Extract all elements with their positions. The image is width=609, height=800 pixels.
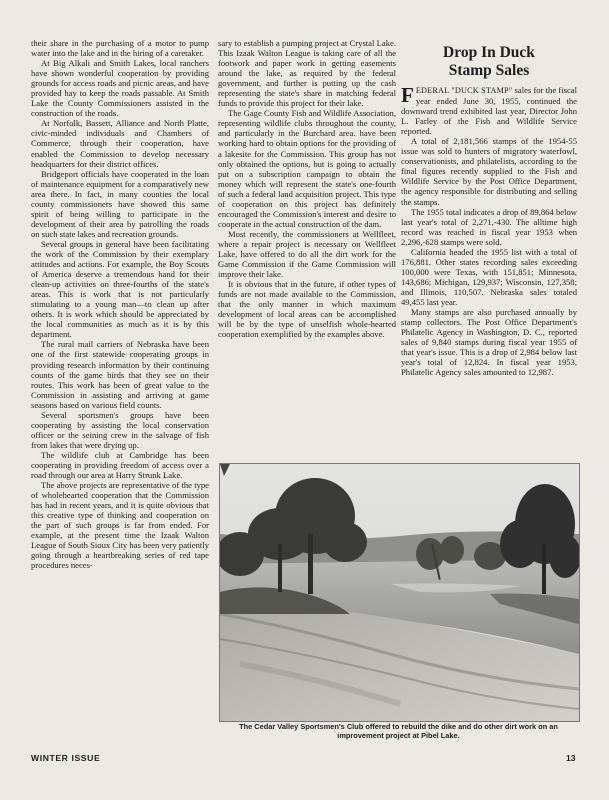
paragraph: The 1955 total indicates a drop of 89,864 below last year's total of 2,271,-430. The alltime high record was reached in fiscal year 1953 when 2,296,-628 stamps were sold. — [401, 206, 577, 247]
drop-cap: F — [401, 83, 414, 107]
paragraph: Several groups in general have been facilitating the work of the Commission by their exemplary attitudes and actions. For example, the Boy Scouts of America deserve a tremendous hand for their clean-up activities on three-fourths of the state's areas. This is work that is not particularly stimulating to a young man—to clean up after others. It is work which should be appreciated by the local communities as much as it is by this department. — [31, 238, 209, 340]
paragraph: The Gage County Fish and Wildlife Association, representing wildlife clubs throughout the county, and particularly in the Burchard area. have been working hard to obtain options for the providing of a lakesite for the Commission. This group has not only obtained the options, but is going to actually put on a subscription campaign to obtain the money which will represent the state's one-fourth of such a federal land acquisition project. This type of cooperation on this project has definitely encouraged the Commission's interest and desire to cooperate in the actual construction of the dam. — [218, 108, 396, 229]
paragraph: Many stamps are also purchased annually by stamp collectors. The Post Office Department's Philatelic Agency in Washington, D. C., reported sales of 9,840 stamps during fiscal year 1955 of that year's issue. This is a drop of 2,984 below last year's total of 12,824. In fiscal year 1953, Philatelic Agency sales amounted to 12,987. — [401, 307, 577, 378]
article-title-line: Stamp Sales — [448, 62, 530, 79]
lake-scene-image — [220, 464, 579, 721]
paragraph: California headed the 1955 list with a total of 176,881. Other states recording sales exceeding 100,000 were Texas, with 151,851; Minnesota, 143,686; Michigan, 129,937; Wisconsin, 127,358; and Illinois, 110,507. Nebraska sales totaled 49,455 last year. — [401, 246, 577, 307]
lead-text: sales for the fiscal year ended June 30, 1955, continued the downward trend exhibited last year, Director John L. Farley of the Fish and Wildlife Service reported. — [401, 85, 577, 137]
paragraph: The rural mail carriers of Nebraska have been one of the first statewide cooperating groups in providing research information by their continuing counts of the game birds that they see on their routes. This work has been of great value to the Commission in assisting and arriving at game seasons based on various field counts. — [31, 339, 209, 410]
lead-caps: EDERAL "DUCK STAMP" — [415, 86, 513, 95]
paragraph: It is obvious that in the future, if other types of funds are not made available to the Commission, that the only manner in which maximum development of local areas can be accomplished will be by the type of unselfish whole-hearted cooperation exemplified by the examples above. — [218, 279, 396, 340]
paragraph: Several sportsmen's groups have been cooperating by assisting the local conservation officer or the seining crew in the salvage of fish from lakes that were drying up. — [31, 409, 209, 450]
paragraph: Most recently, the commissioners at Wellfleet, where a repair project is necessary on Wellfleet Lake, have offered to do all the dirt work for the Game Commission if the Game Commission will improve their lake. — [218, 228, 396, 280]
paragraph: At Big Alkali and Smith Lakes, local ranchers have shown wonderful cooperation by providing grounds for access roads and picnic areas, and have provided hay to keep the roads passable. At Smith Lake the County Commissioners assisted in the construction of the roads. — [31, 58, 209, 119]
article-duck-stamp — [401, 44, 577, 377]
paragraph: their share in the purchasing of a motor to pump water into the lake and in the hiring of a caretaker. — [31, 38, 209, 59]
column-left — [31, 38, 209, 570]
paragraph: sary to establish a pumping project at Crystal Lake. This Izaak Walton League is taking care of all the footwork and paper work in getting easements around the lake, as required by the federal government, and further is putting up the cash representing the state's share in matching federal funds to provide this project for their lake. — [218, 38, 396, 109]
page-number: 13 — [566, 753, 576, 763]
lead-paragraph — [401, 85, 577, 136]
paragraph: The wildlife club at Cambridge has been cooperating in providing freedom of access over a road through our area at Harry Strunk Lake. — [31, 449, 209, 481]
paragraph: At Norfolk, Bassett, Alliance and North Platte, civic-minded individuals and Chambers of Commerce, through their cooperation, have enabled the Commission to develop necessary headquarters for their district offices. — [31, 118, 209, 169]
column-middle — [218, 38, 396, 339]
article-title — [401, 44, 577, 80]
paragraph: Bridgeport officials have cooperated in the loan of maintenance equipment for a comparatively new area there. In fact, in many counties the local county commissioners have showed this same spirit of being willing to participate in the development of their area by patrolling the roads on such state lakes and recreation grounds. — [31, 168, 209, 239]
lake-photo — [219, 463, 580, 722]
paragraph: The above projects are representative of the type of wholehearted cooperation that the Commission has had in recent years, and it is quite obvious that this creative type of thinking and cooperation on the part of such groups is far from ended. For example, at the present time the Izaak Walton League of South Sioux City has been very patiently going through a heartbreaking series of red tape procedures neces- — [31, 480, 209, 571]
photo-caption: The Cedar Valley Sportsmen's Club offered to rebuild the dike and do other dirt work on an improvement project at Pibel Lake. — [239, 722, 558, 741]
issue-label: WINTER ISSUE — [31, 753, 101, 763]
article-title-line: Drop In Duck — [443, 44, 535, 61]
paragraph: A total of 2,181,566 stamps of the 1954-55 issue was sold to hunters of migratory waterfowl, conservationists, and philatelists, according to the final figures recently supplied to the Fish and Wildlife Service by the Post Office Department, the agency responsible for distributing and selling the stamps. — [401, 136, 577, 207]
